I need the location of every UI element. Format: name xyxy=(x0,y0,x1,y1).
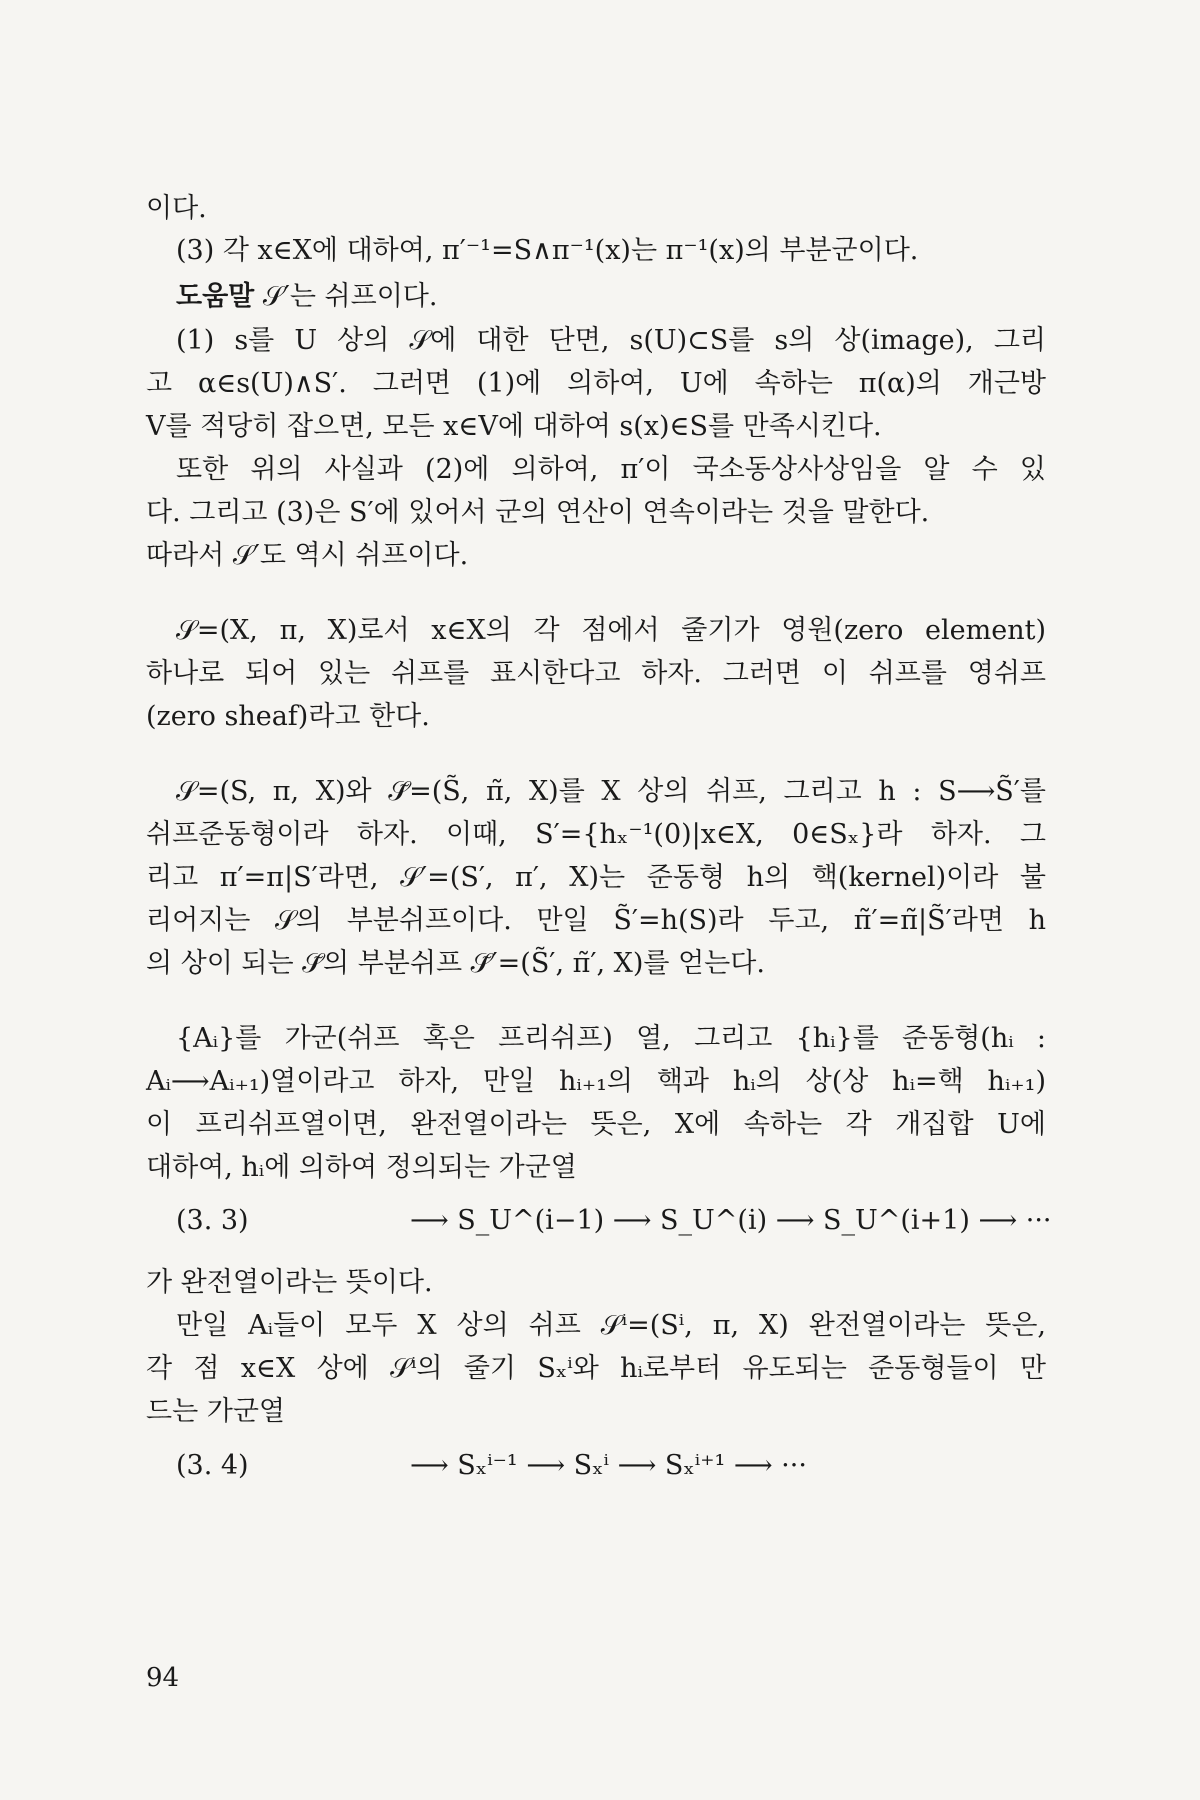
text-line: 의 상이 되는 𝒮̃의 부분쉬프 𝒮̃′=(S̃′, π̃′, X)를 얻는다. xyxy=(146,948,765,979)
text-line: (3) 각 x∈X에 대하여, π′⁻¹=S∧π⁻¹(x)는 π⁻¹(x)의 부분군이다. xyxy=(176,235,919,266)
text-line: 이 프리쉬프열이면, 완전열이라는 뜻은, X에 속하는 각 개집합 U에 xyxy=(146,1109,1046,1140)
lemma-line xyxy=(176,276,1076,318)
equation: ⟶ Sₓⁱ⁻¹ ⟶ Sₓⁱ ⟶ Sₓⁱ⁺¹ ⟶ ··· xyxy=(410,1450,807,1481)
text-line: (1) s를 U 상의 𝒮에 대한 단면, s(U)⊂S를 s의 상(image), 그리 xyxy=(176,325,1046,356)
text-line: 고 α∈s(U)∧S′. 그러면 (1)에 의하여, U에 속하는 π(α)의 개근방 xyxy=(146,368,1046,399)
text-line: {Aᵢ}를 가군(쉬프 혹은 프리쉬프) 열, 그리고 {hᵢ}를 준동형(hᵢ : xyxy=(176,1023,1046,1054)
text-line: 쉬프준동형이라 하자. 이때, S′={hₓ⁻¹(0)|x∈X, 0∈Sₓ}라 하자. 그 xyxy=(146,819,1046,850)
lemma-label: 도움말 xyxy=(176,281,255,312)
page-number: 94 xyxy=(146,1663,180,1693)
text-line: 또한 위의 사실과 (2)에 의하여, π′이 국소동상사상임을 알 수 있 xyxy=(176,454,1046,485)
text-line: 다. 그리고 (3)은 S′에 있어서 군의 연산이 연속이라는 것을 말한다. xyxy=(146,497,930,528)
equation-number: (3. 4) xyxy=(176,1450,249,1481)
text-line: (zero sheaf)라고 한다. xyxy=(146,701,430,732)
equation: ⟶ S_U^(i−1) ⟶ S_U^(i) ⟶ S_U^(i+1) ⟶ ··· xyxy=(410,1205,1052,1236)
text-line: V를 적당히 잡으면, 모든 x∈V에 대하여 s(x)∈S를 만족시킨다. xyxy=(146,411,882,442)
text-line: 리어지는 𝒮의 부분쉬프이다. 만일 S̃′=h(S)라 두고, π̃′=π̃|S̃′라면 h xyxy=(146,905,1046,936)
text-line: 따라서 𝒮′도 역시 쉬프이다. xyxy=(146,540,469,571)
text-line: 𝒮=(X, π, X)로서 x∈X의 각 점에서 줄기가 영원(zero element) xyxy=(176,615,1046,646)
text-line: Aᵢ⟶Aᵢ₊₁)열이라고 하자, 만일 hᵢ₊₁의 핵과 hᵢ의 상(상 hᵢ=핵 hᵢ₊₁) xyxy=(146,1066,1046,1097)
text-line: 드는 가군열 xyxy=(146,1396,285,1427)
lemma-text: 𝒮′는 쉬프이다. xyxy=(262,281,438,312)
text-line: 만일 Aᵢ들이 모두 X 상의 쉬프 𝒮ⁱ=(Sⁱ, π, X) 완전열이라는 뜻은, xyxy=(176,1310,1046,1341)
text-line: 이다. xyxy=(146,193,207,224)
text-line: 가 완전열이라는 뜻이다. xyxy=(146,1267,433,1298)
text-line: 𝒮=(S, π, X)와 𝒮̃=(S̃, π̃, X)를 X 상의 쉬프, 그리고 h : S⟶S̃′를 xyxy=(176,776,1046,807)
text-line: 리고 π′=π|S′라면, 𝒮′=(S′, π′, X)는 준동형 h의 핵(kernel)이라 불 xyxy=(146,862,1046,893)
text-line: 대하여, hᵢ에 의하여 정의되는 가군열 xyxy=(146,1152,577,1183)
equation-number: (3. 3) xyxy=(176,1205,249,1236)
text-line: 각 점 x∈X 상에 𝒮ⁱ의 줄기 Sₓⁱ와 hᵢ로부터 유도되는 준동형들이 만 xyxy=(146,1353,1046,1384)
text-line: 하나로 되어 있는 쉬프를 표시한다고 하자. 그러면 이 쉬프를 영쉬프 xyxy=(146,658,1046,689)
